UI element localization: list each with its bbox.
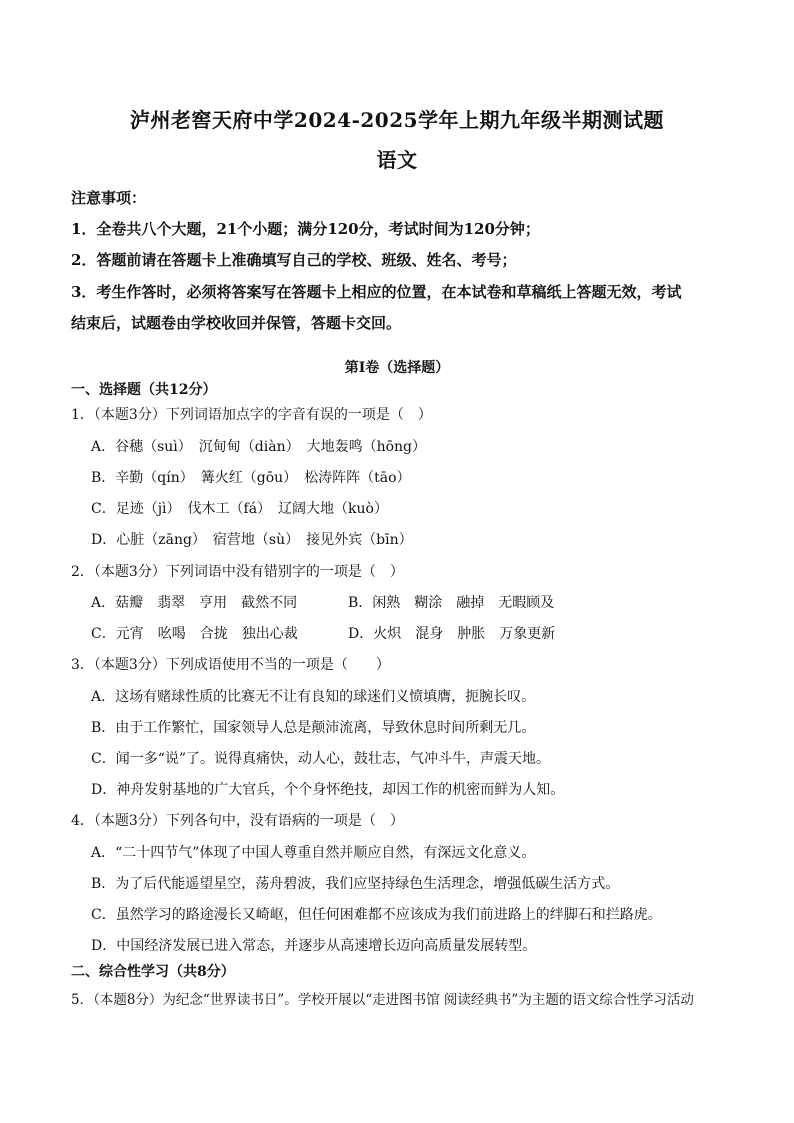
q2-option-b: B．闲熟 糊涂 融掉 无暇顾及 <box>348 595 555 611</box>
q1-option-d: D．心脏（zāng） 宿营地（sù） 接见外宾（bīn） <box>91 532 413 548</box>
q3-option-a: A．这场有赌球性质的比赛无不让有良知的球迷们义愤填膺，扼腕长叹。 <box>91 689 536 705</box>
q1-option-c: C．足迹（jì） 伐木工（fá） 辽阔大地（kuò） <box>91 501 388 517</box>
q3-option-d: D．神舟发射基地的广大官兵，个个身怀绝技，却因工作的机密而鲜为人知。 <box>91 782 565 798</box>
exam-title: 泸州老窖天府中学2024-2025学年上期九年级半期测试题 <box>129 108 665 132</box>
q1-stem: 1．（本题3分）下列词语加点字的字音有误的一项是（ ） <box>71 407 432 423</box>
q4-stem: 4．（本题3分）下列各句中，没有语病的一项是（ ） <box>71 813 404 829</box>
notes-heading: 注意事项： <box>71 189 147 207</box>
part1-heading: 第Ⅰ卷（选择题） <box>344 360 450 376</box>
note-item-2: 2．答题前请在答题卡上准确填写自己的学校、班级、姓名、考号； <box>71 251 517 269</box>
q2-option-a: A．菇瓣 翡翠 亨用 截然不同 <box>91 595 298 611</box>
q4-option-c: C．虽然学习的路途漫长又崎岖，但任何困难都不应该成为我们前进路上的绊脚石和拦路虎。 <box>91 907 662 923</box>
q3-stem: 3．（本题3分）下列成语使用不当的一项是（ ） <box>71 657 390 673</box>
q2-stem: 2．（本题3分）下列词语中没有错别字的一项是（ ） <box>71 564 404 580</box>
section2-heading: 二、综合性学习（共8分） <box>71 964 235 980</box>
q4-option-a: A．“二十四节气”体现了中国人尊重自然并顺应自然，有深远文化意义。 <box>91 845 536 861</box>
q4-option-d: D．中国经济发展已进入常态，并逐步从高速增长迈向高质量发展转型。 <box>91 938 537 954</box>
section1-heading: 一、选择题（共12分） <box>71 382 217 398</box>
note-item-3-cont: 结束后，试题卷由学校收回并保管，答题卡交回。 <box>71 314 402 332</box>
q1-option-b: B．辛勤（qín） 篝火红（gōu） 松涛阵阵（tāo） <box>91 470 411 486</box>
q4-option-b: B．为了后代能遥望星空，荡舟碧波，我们应坚持绿色生活理念，增强低碳生活方式。 <box>91 876 620 892</box>
note-item-1: 1．全卷共八个大题，21个小题；满分120分，考试时间为120分钟； <box>71 220 540 238</box>
q1-option-a: A．谷穗（suì） 沉甸甸（diàn） 大地轰鸣（hōng） <box>91 439 427 455</box>
subject-title: 语文 <box>376 148 418 172</box>
q2-option-c: C．元宵 吆喝 合拢 独出心裁 <box>91 626 298 642</box>
q3-option-c: C．闻一多“说”了。说得真痛快，动人心，鼓壮志，气冲斗牛，声震天地。 <box>91 751 551 767</box>
q5-stem: 5．（本题8分）为纪念“世界读书日”。学校开展以“走进图书馆 阅读经典书”为主题的语文综合性学习活动 <box>71 992 694 1008</box>
q2-option-d: D．火炽 混身 肿胀 万象更新 <box>348 626 556 642</box>
note-item-3: 3．考生作答时，必须将答案写在答题卡上相应的位置，在本试卷和草稿纸上答题无效，考试 <box>71 283 682 301</box>
q3-option-b: B．由于工作繁忙，国家领导人总是颠沛流离，导致休息时间所剩无几。 <box>91 720 536 736</box>
